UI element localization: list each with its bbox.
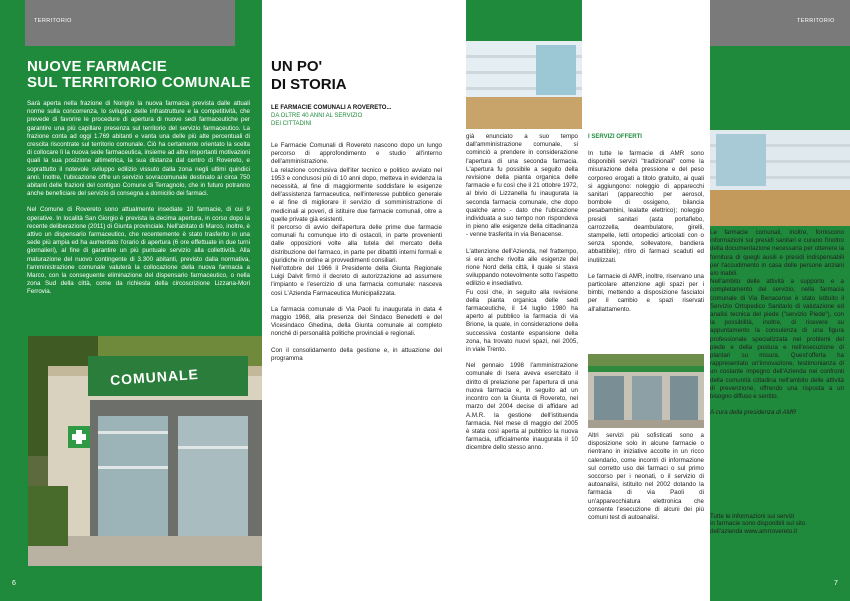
history-title-line1: UN PO': [271, 58, 323, 75]
left-paragraph-2: Nel Comune di Rovereto sono attualmente insediate 10 farmacie, di cui 9 operative. In località San Giorgio è prevista la decima apertura, in corso dopo la recente deliberazione (2011) di Giunta provinciale. Nell'abitato di Marco, inoltre, è attivo un dispensario farmaceutico, che recentemente è stato trasferito in una sede più ampia ed ha aumentato l'orario di apertura (6 ore effettuate in due turni giornalieri), al fine di garantire un più puntuale servizio alla collettività. Alla maturazione del nuovo contingente di 3.300 abitanti, previsto dalla normativa, l'amministrazione comunale valuterà la collocazione della nuova farmacia a Marco, con la conseguente eliminazione del dispensario farmaceutico, o nella zona Sud della città, come da richiesta della circoscrizione Lizzana-Mori Ferrovia.: [27, 206, 250, 296]
right-col1-paragraph-2: L'attenzione dell'Azienda, nel frattempo, si era anche rivolta alle esigenze del rione Nord della città, il quale si stava sviluppando notevolmente sotto l'aspetto edilizio e insediativo.: [466, 247, 578, 288]
pharmacy-storefront-photo: [28, 336, 262, 566]
right-column-2-bottom: [588, 432, 704, 530]
pharmacy-exterior-photo: [588, 354, 704, 428]
right-col2-paragraph-2: Le farmacie di AMR, inoltre, riservano una particolare attenzione agli spazi per i bimbi, mettendo a disposizione fasciatoi per il cambio e spazi riservati all'allattamento.: [588, 272, 704, 313]
right-col3-paragraph-1: Le farmacie comunali, inoltre, forniscono informazioni sui presidi sanitari e curano l'inoltro della documentazione necessaria per ottenere la fornitura di quegli ausili e presidi indispensabili per l'accudimento in casa delle persone anziani e/o inabili.: [710, 229, 844, 278]
right-col1-paragraph-3: Fu così che, in seguito alla revisione della pianta organica delle sedi farmaceutiche, il 14 luglio 1980 ha aperto al pubblico la farmacia di via Brione, la quale, in considerazione della successiva costante espansione della zona, ha trovato nuovi spazi, nel 2005, in viale Trento.: [466, 288, 578, 354]
history-body: [271, 142, 442, 371]
history-paragraph-3: Il percorso di avvio dell'apertura delle prime due farmacie comunali fu comunque irto di ostacoli, in parte provenienti dalle opposizioni volte alla tutela del mercato della distribuzione del farmaco, in parte per dibattiti interni formali e giuridiche in ordine ai provvedimenti consiliari.: [271, 224, 442, 264]
right-col1-paragraph-1: già enunciato a suo tempo dall'amministrazione comunale, si cominciò a prendere in considerazione l'apertura di una seconda farmacia. L'apertura fu possibile a seguito della revisione della pianta organica delle farmacie e fu così che il 21 ottobre 1972, al bivio di Lizzanella fu inaugurata la seconda farmacia comunale, che dopo qualche anno - dato che l'ubicazione individuata a suo tempo non rispondeva in pieno alle esigenze della cittadinanza - venne trasferita in via Benacense.: [466, 133, 578, 239]
history-subtitle-green-1: DA OLTRE 40 ANNI AL SERVIZIO: [271, 113, 363, 119]
pharmacy-interior-photo-side: [710, 130, 850, 226]
left-paragraph-1: Sarà aperta nella frazione di Noriglio la nuova farmacia prevista dalle attuali norme sulla concorrenza, lo sviluppo delle infrastrutture e la competitività, che prevede di favorire le procedure di apertura di nuove sedi farmaceutiche per garantire una più capillare presenza sul territorio del servizio farmaceutico. La frazione conta ad oggi 1.769 abitanti e vanta una delle più alte percentuali di crescita riscontrate sul territorio comunale. Ciò ha certamente orientato la scelta di collocare lì la nuova sede farmaceutica, insieme ad altre importanti motivazioni quali la sua posizione altimetrica, la sua distanza dal centro di Rovereto, e soprattutto il notevole sviluppo edilizio vissuto dalla zona negli ultimi quindici anni. Inoltre, l'ubicazione offre un servizio sovracomunale destinato ai circa 750 abitanti delle frazioni del contiguo Comune di Terragnolo, che in futuro potranno anche beneficiare del servizio di consegna a domicilio dei farmaci.: [27, 100, 250, 198]
history-paragraph-4: Nell'ottobre del 1966 il Presidente della Giunta Regionale Luigi Dalvit firmò il decreto di autorizzazione ad assumere l'impianto e l'esercizio di una farmacia comunale: nasceva così L'Azienda Farmaceutica Municipalizzata.: [271, 265, 442, 297]
credit-line: A cura della presidenza di AMR: [710, 409, 797, 417]
history-paragraph-5: La farmacia comunale di Via Paoli fu inaugurata in data 4 maggio 1968, alla presenza del Sindaco Benedetti e del Vicesindaco Ghedina, della Giunta comunale al completo nonché di personalità politiche provinciali e regionali.: [271, 305, 442, 338]
website-note: [710, 513, 844, 535]
right-col1-paragraph-4: Nel gennaio 1998 l'amministrazione comunale di Isera aveva esercitato il diritto di prelazione per l'apertura di una nuova farmacia e, in seguito ad un incontro con la Giunta di Rovereto, nel marzo del 2004 decise di affidare ad A.M.R. la gestione dell'istituenda farmacia. Nel mese di maggio del 2005 è stata così aperta al pubblico la nuova farmacia, ufficialmente inaugurata il 10 dicembre dello stesso anno.: [466, 362, 578, 452]
left-title-line1: NUOVE FARMACIE: [27, 58, 168, 75]
right-col3-paragraph-2: Nell'ambito delle attività a supporto e a completamento del servizio, nella farmacia comunale di Via Benacense è stato istituito il Servizio Ortopedico Sanitario di valutazione ed analisi tecnica del piede ("servizio Piede"), con la possibilità, inoltre, di ricevere su appuntamento la consulenza di una figura professionale specializzata nei problemi del piede e della postura e nell'esecuzione di plantari su misura. Quest'offerta ha rappresentato un'innovazione, testimonianza di un costante impegno dell'Azienda nei confronti della comunità cittadina nell'ambito delle attività di prevenzione, offrendo una risposta a un bisogno diffuso e sentito.: [710, 278, 844, 401]
right-column-3: [710, 229, 844, 425]
history-paragraph-1: Le Farmacie Comunali di Rovereto nascono dopo un lungo percorso di approfondimento e studio all'interno dell'amministrazione.: [271, 142, 442, 166]
history-subtitle: LE FARMACIE COMUNALI A ROVERETO...: [271, 105, 392, 111]
history-subtitle-green-2: DEI CITTADINI: [271, 121, 312, 127]
history-paragraph-6: Con il consolidamento della gestione e, in attuazione del programma: [271, 346, 442, 362]
left-title-line2: SUL TERRITORIO COMUNALE: [27, 74, 251, 91]
right-column-1: [466, 133, 578, 461]
left-page-number: 6: [12, 580, 16, 587]
right-col2-paragraph-1: In tutte le farmacie di AMR sono disponibili servizi "tradizionali" come la misurazione della pressione e del peso corporeo erogati a titolo gratuito, ai quali si aggiungono: noleggio di apparecchi sanitari (apparecchio per aerosol, bombole di ossigeno, bilancia pesabambini, lealatte elettrico); noleggio presidi sanitari (asta portaflebo, carrozzella, deambulatore, girelli, stampelle, letti ortopedici articolati con o senza sponde, sollevatore, bandiera abbattibile); ritiro di farmaci scaduti ed inutilizzati.: [588, 150, 704, 264]
website-note-line3: dell'azienda www.amrrovereto.it: [710, 527, 798, 535]
right-col2-paragraph-3: Altri servizi più sofisticati sono a disposizione solo in alcune farmacie o rientrano in iniziative accolte in un ricco calendario, come incontri di informazione sul corretto uso dei farmaci o sul primo soccorso per i neonati, o il servizio di autoanalisi, istituito nel 2002 dotando la farmacia di via Paoli di un'apparecchiatura elettronica che consente l'esecuzione di alcuni dei più comuni test di autoanalisi.: [588, 432, 704, 522]
left-section-tag: TERRITORIO: [34, 18, 72, 24]
right-column-2-top: [588, 150, 704, 322]
services-title: I SERVIZI OFFERTI: [588, 134, 642, 140]
pharmacy-interior-photo-top: [466, 41, 582, 129]
right-page-number: 7: [834, 580, 838, 587]
website-note-line2: in farmacie sono disponibili sul sito: [710, 520, 806, 528]
website-note-line1: Tutte le informazioni sui servizi: [710, 513, 795, 520]
left-body: [27, 100, 250, 305]
history-paragraph-2: La relazione conclusiva dell'iter tecnico e politico avviato nel 1953 e conclusosi più di 10 anni dopo, metteva in evidenza la necessità, al fine di maggiormente soddisfare le esigenze dell'assistenza farmaceutica, nell'interesse pubblico generale e al fine di migliorare il servizio di somministrazione di medicinali ai poveri, di istituire due farmacie comunali, oltre a quelle private già esistenti.: [271, 166, 442, 223]
history-title-line2: DI STORIA: [271, 76, 347, 93]
right-section-tag: TERRITORIO: [797, 18, 835, 24]
right-top-green-block: [466, 0, 582, 41]
storefront-sign-text: COMUNALE: [109, 365, 200, 389]
